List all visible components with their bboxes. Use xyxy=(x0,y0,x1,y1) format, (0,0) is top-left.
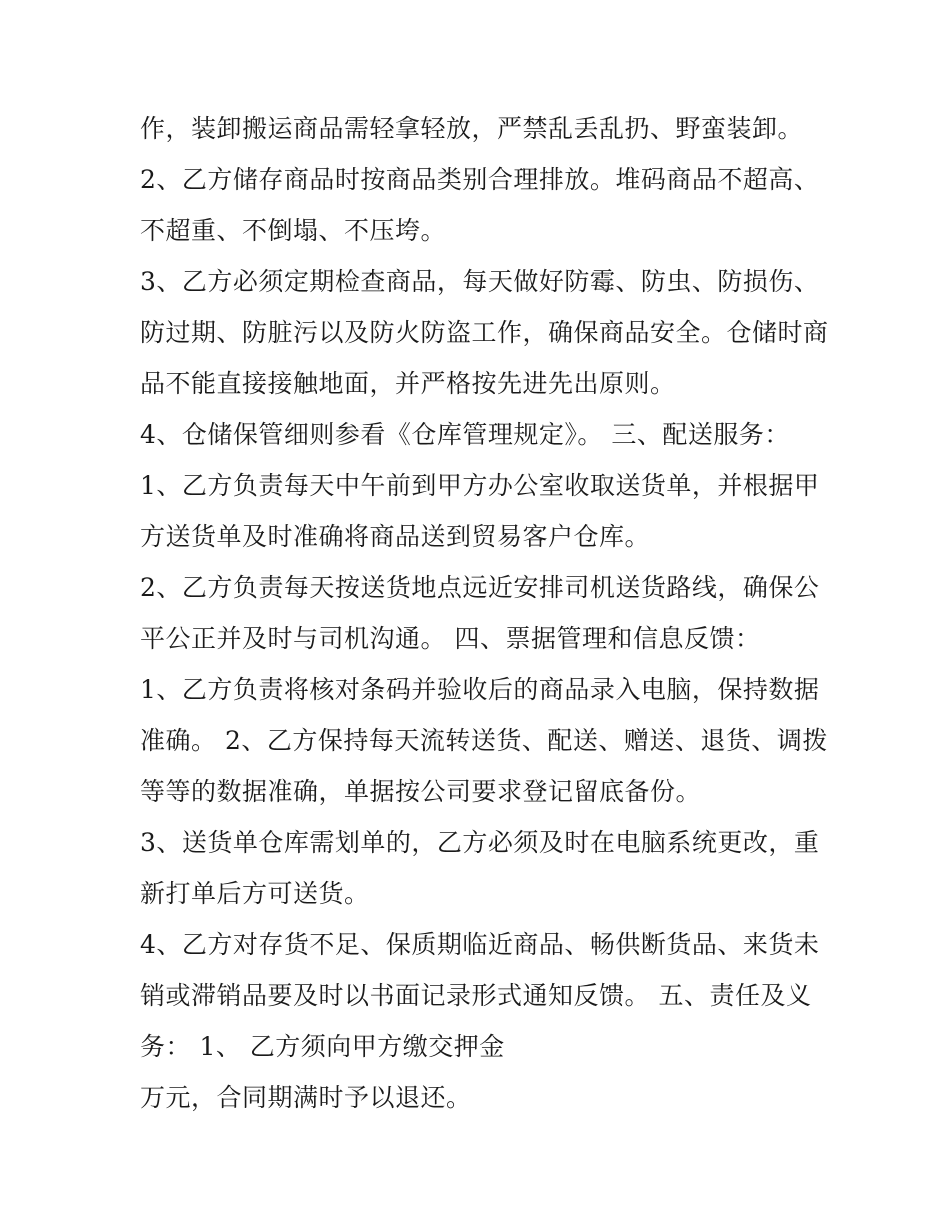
document-body xyxy=(140,103,830,1123)
text-line: 销或滞销品要及时以书面记录形式通知反馈。 五、责任及义 xyxy=(140,981,812,1010)
text-line: 不超重、不倒塌、不压垮。 xyxy=(140,216,447,245)
text-line: 4、乙方对存货不足、保质期临近商品、畅供断货品、来货未 xyxy=(140,930,820,959)
text-line: 1、乙方负责将核对条码并验收后的商品录入电脑，保持数据 xyxy=(140,675,820,704)
text-line: 3、乙方必须定期检查商品，每天做好防霉、防虫、防损伤、 xyxy=(140,267,820,296)
text-line: 新打单后方可送货。 xyxy=(140,879,370,908)
text-line: 防过期、防脏污以及防火防盗工作，确保商品安全。仓储时商 xyxy=(140,318,829,347)
text-line: 平公正并及时与司机沟通。 四、票据管理和信息反馈： xyxy=(140,624,761,653)
text-line: 4、仓储保管细则参看《仓库管理规定》。 三、配送服务： xyxy=(140,420,790,449)
text-line: 方送货单及时准确将商品送到贸易客户仓库。 xyxy=(140,522,651,551)
text-line: 作，装卸搬运商品需轻拿轻放，严禁乱丢乱扔、野蛮装卸。 xyxy=(140,114,804,143)
text-line: 等等的数据准确，单据按公司要求登记留底备份。 xyxy=(140,777,702,806)
text-line: 3、送货单仓库需划单的，乙方必须及时在电脑系统更改，重 xyxy=(140,828,820,857)
text-line: 务： 1、 乙方须向甲方缴交押金 xyxy=(140,1032,505,1061)
text-line: 万元，合同期满时予以退还。 xyxy=(140,1083,472,1112)
text-line: 准确。 2、乙方保持每天流转送货、配送、赠送、退货、调拨 xyxy=(140,726,828,755)
text-line: 品不能直接接触地面，并严格按先进先出原则。 xyxy=(140,369,676,398)
text-line: 1、乙方负责每天中午前到甲方办公室收取送货单，并根据甲 xyxy=(140,471,820,500)
text-line: 2、乙方负责每天按送货地点远近安排司机送货路线，确保公 xyxy=(140,573,820,602)
text-line: 2、乙方储存商品时按商品类别合理排放。堆码商品不超高、 xyxy=(140,165,820,194)
